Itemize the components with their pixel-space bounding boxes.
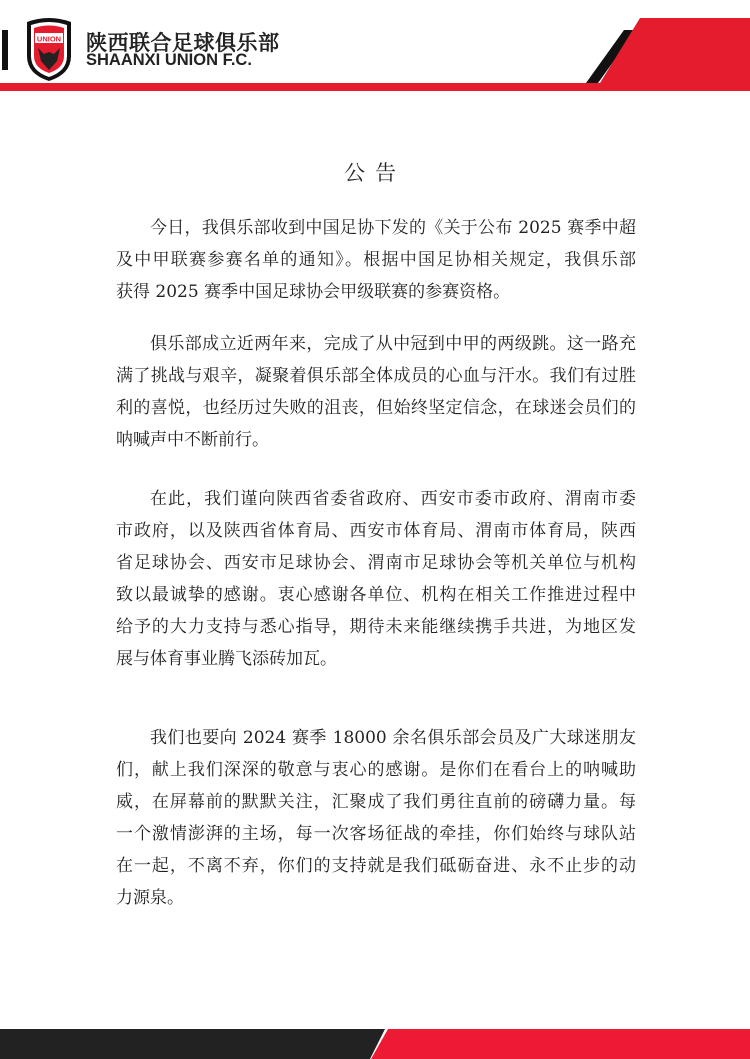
paragraph-4-line: 威，在屏幕前的默默关注，汇聚成了我们勇往直前的磅礴力量。每: [116, 792, 636, 812]
paragraph-4-line: 一个激情澎湃的主场，每一次客场征战的牵挂，你们始终与球队站: [116, 824, 636, 844]
paragraph-1-line: 获得 2025 赛季中国足球协会甲级联赛的参赛资格。: [116, 282, 511, 302]
header-red-block: [600, 18, 750, 83]
club-name-en: SHAANXI UNION F.C.: [86, 51, 252, 69]
footer-red-band: [371, 1029, 750, 1059]
paragraph-3-line: 展与体育事业腾飞添砖加瓦。: [116, 649, 337, 669]
paragraph-4-line: 在一起，不离不弃，你们的支持就是我们砥砺奋进、永不止步的动: [116, 856, 636, 876]
header-accent-bar: [2, 30, 8, 70]
paragraph-2-line: 呐喊声中不断前行。: [116, 430, 269, 450]
paragraph-3-line: 给予的大力支持与悉心指导，期待未来能继续携手共进，为地区发: [116, 617, 636, 637]
paragraph-2-line: 俱乐部成立近两年来，完成了从中冠到中甲的两级跳。这一路充: [150, 334, 636, 354]
paragraph-4-line: 力源泉。: [116, 888, 184, 908]
paragraph-1-line: 今日，我俱乐部收到中国足协下发的《关于公布 2025 赛季中超: [150, 218, 636, 238]
paragraph-2-line: 利的喜悦，也经历过失败的沮丧，但始终坚定信念，在球迷会员们的: [116, 398, 636, 418]
club-name-cn: 陕西联合足球俱乐部: [86, 31, 280, 55]
paragraph-1-line: 及中甲联赛参赛名单的通知》。根据中国足协相关规定，我俱乐部: [116, 250, 636, 270]
paragraph-2-line: 满了挑战与艰辛，凝聚着俱乐部全体成员的心血与汗水。我们有过胜: [116, 366, 636, 386]
paragraph-4-line: 我们也要向 2024 赛季 18000 余名俱乐部会员及广大球迷朋友: [150, 728, 636, 748]
paragraph-3-line: 市政府，以及陕西省体育局、西安市体育局、渭南市体育局，陕西: [116, 521, 636, 541]
paragraph-3-line: 在此，我们谨向陕西省委省政府、西安市委市政府、渭南市委: [150, 489, 636, 509]
paragraph-4-line: 们，献上我们深深的敬意与衷心的感谢。是你们在看台上的呐喊助: [116, 760, 636, 780]
footer-black-band: [0, 1029, 385, 1059]
club-logo: [24, 16, 74, 82]
header-red-bar: [0, 83, 750, 91]
svg-text:UNION: UNION: [36, 34, 62, 44]
paragraph-3-line: 省足球协会、西安市足球协会、渭南市足球协会等机关单位与机构: [116, 553, 636, 573]
document-title: 公告: [344, 161, 406, 185]
paragraph-3-line: 致以最诚挚的感谢。衷心感谢各单位、机构在相关工作推进过程中: [116, 585, 636, 605]
